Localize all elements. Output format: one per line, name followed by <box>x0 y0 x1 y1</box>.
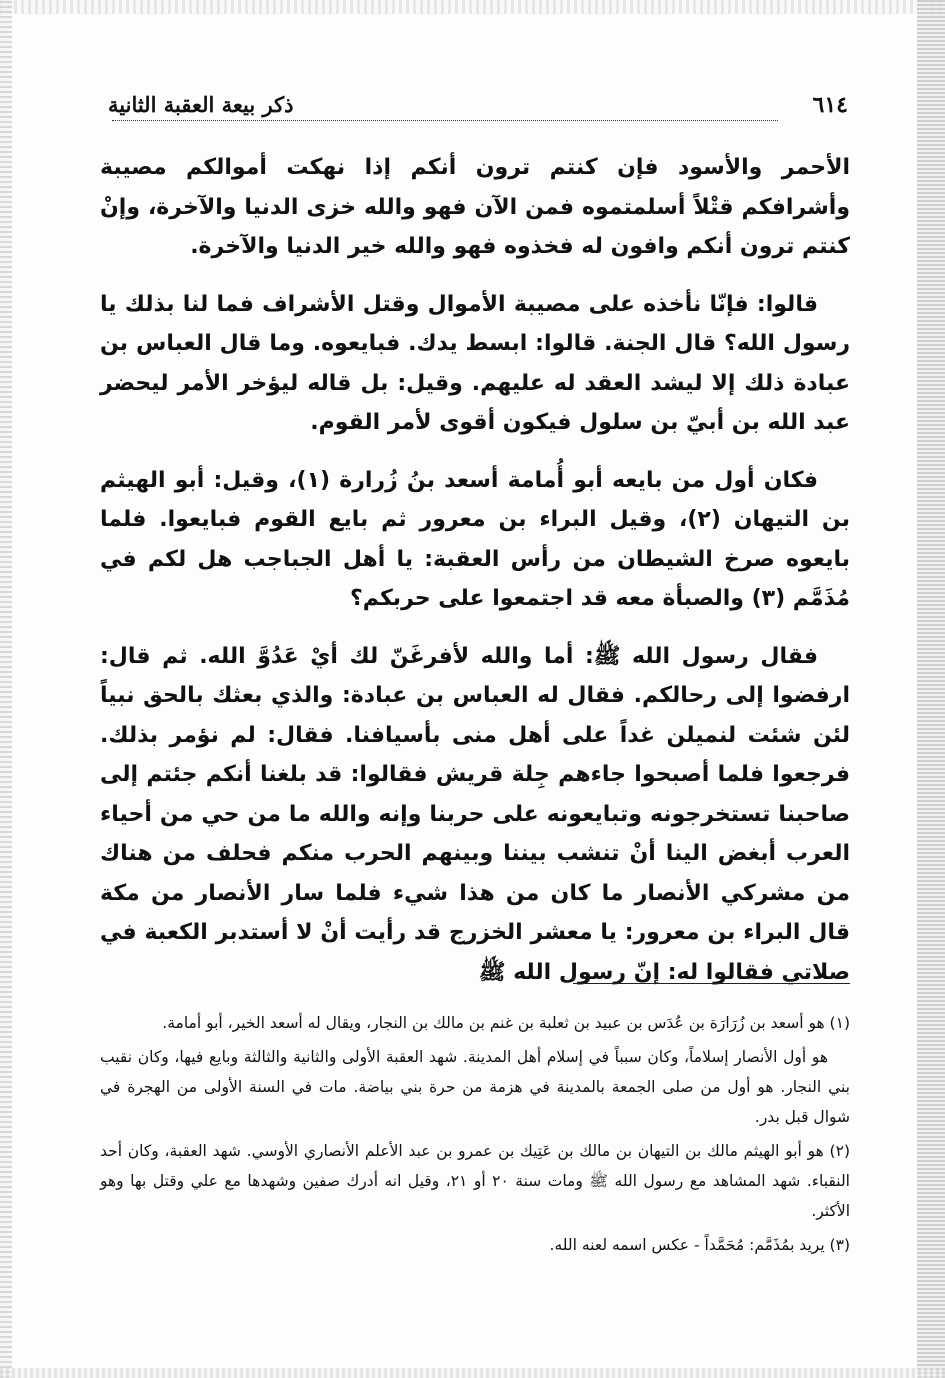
scan-edge-right <box>917 0 945 1378</box>
header-dotted-rule <box>112 120 778 121</box>
paragraph-1: الأحمر والأسود فإن كنتم ترون أنكم إذا نهكت أموالكم مصيبة وأشرافكم قتْلاً أسلمتموه فمن الآن فهو والله خزى الدنيا والآخرة، وإنْ كنتم ترون أنكم وافون له فخذوه فهو والله خير الدنيا والآخرة. <box>100 155 850 259</box>
footnote-2: (٢) هو أبو الهيثم مالك بن التيهان بن مالك بن عَتِيك بن عمرو بن عبد الأعلم الأنصاري الأوسي. شهد العقبة، وكان أحد النقباء. شهد المشاهد مع رسول الله ﷺ ومات سنة ٢٠ أو ٢١، وقيل انه أدرك صفين وشهدها مع علي وقتل بها وهو الأكثر. <box>100 1142 850 1220</box>
scan-edge-bottom <box>0 1368 945 1378</box>
paragraph-4: فقال رسول الله ﷺ: أما والله لأفرغَنّ لك أيْ عَدُوَّ الله. ثم قال: ارفضوا إلى رحالكم. فقال له العباس بن عبادة: والذي بعثك بالحق نبياً لئن شئت لنميلن غداً على أهل منى بأسيافنا. فقال: لم نؤمر بذلك. فرجعوا فلما أصبحوا جاءهم جِلة قريش فقالوا: قد بلغنا أنكم جئتم إلى صاحبنا تستخرجونه وتبايعونه على حربنا وإنه والله ما من حي من أحياء العرب أبغض الينا أنْ تنشب بيننا وبينهم الحرب منكم فحلف من هناك من مشركي الأنصار ما كان من هذا شيء فلما سار الأنصار من مكة قال البراء بن معرور: يا معشر الخزرج قد رأيت أنْ لا أستدبر الكعبة في صلاتي فقالوا له: إنّ رسول الله ﷺ <box>100 643 850 985</box>
running-title: ذكر بيعة العقبة الثانية <box>108 92 294 117</box>
footnote-1: (١) هو أسعد بن زُرَارَة بن عُدَس بن عبيد بن ثعلبة بن غنم بن مالك بن النجار، ويقال له أسعد الخير، أبو أمامة. <box>162 1014 850 1032</box>
footnote-1-continued: هو أول الأنصار إسلاماً، وكان سبباً في إسلام أهل المدينة. شهد العقبة الأولى والثانية والثالثة وبايع فيها، وكان نقيب بني النجار. هو أول من صلى الجمعة بالمدينة في هزمة من حرة بني بياضة. مات في السنة الأولى من الهجرة في شوال قبل بدر. <box>100 1048 850 1126</box>
running-header <box>108 92 848 126</box>
scan-edge-left <box>0 0 12 1378</box>
footnote-3: (٣) يريد بمُذَمَّم: مُحَمَّداً - عكس اسمه لعنه الله. <box>549 1236 850 1254</box>
scan-edge-top <box>0 0 945 14</box>
paragraph-2: قالوا: فإنّا نأخذه على مصيبة الأموال وقتل الأشراف فما لنا بذلك يا رسول الله؟ قال الجنة. قالوا: ابسط يدك. فبايعوه. وما قال العباس بن عبادة ذلك إلا ليشد العقد له عليهم. وقيل: بل قاله ليؤخر الأمر ليحضر عبد الله بن أبيّ بن سلول فيكون أقوى لأمر القوم. <box>100 291 850 435</box>
main-text <box>100 148 850 1010</box>
footnotes <box>100 1008 850 1264</box>
footnote-separator <box>573 983 850 984</box>
paragraph-3: فكان أول من بايعه أبو أُمامة أسعد بنُ زُرارة (١)، وقيل: أبو الهيثم بن التيهان (٢)، وقيل البراء بن معرور ثم بايع القوم فبايعوا. فلما بايعوه صرخ الشيطان من رأس العقبة: يا أهل الجباجب هل لكم في مُذَمَّم (٣) والصبأة معه قد اجتمعوا على حربكم؟ <box>100 467 850 611</box>
page-number: ٦١٤ <box>812 92 848 118</box>
